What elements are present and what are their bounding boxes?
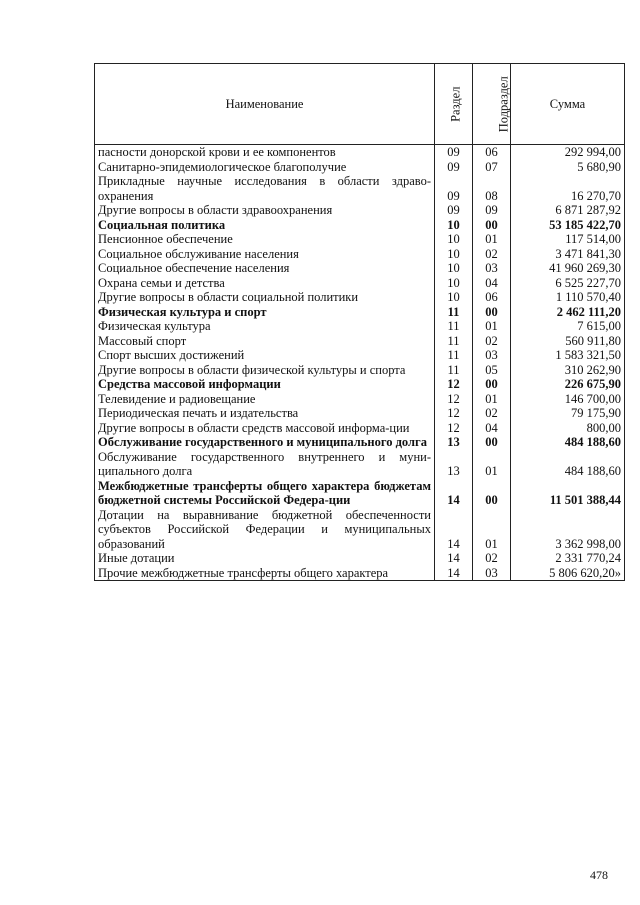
cell-subsection: 08	[473, 174, 511, 203]
cell-amount: 3 362 998,00	[511, 508, 625, 552]
cell-name: Средства массовой информации	[95, 377, 435, 392]
cell-section: 14	[435, 566, 473, 581]
table-row	[95, 232, 625, 247]
cell-name: Дотации на выравнивание бюджетной обеспеченности субъектов Российской Федерации и муниципальных образований	[95, 508, 435, 552]
cell-section: 13	[435, 450, 473, 479]
cell-name: Охрана семьи и детства	[95, 276, 435, 291]
cell-section: 11	[435, 363, 473, 378]
table-row	[95, 421, 625, 436]
cell-subsection: 01	[473, 392, 511, 407]
cell-section: 10	[435, 261, 473, 276]
cell-amount: 79 175,90	[511, 406, 625, 421]
cell-subsection: 03	[473, 348, 511, 363]
table-row	[95, 261, 625, 276]
cell-amount: 484 188,60	[511, 435, 625, 450]
cell-subsection: 01	[473, 232, 511, 247]
cell-name: Другие вопросы в области социальной политики	[95, 290, 435, 305]
cell-subsection: 02	[473, 334, 511, 349]
cell-amount: 310 262,90	[511, 363, 625, 378]
cell-section: 12	[435, 377, 473, 392]
table-row	[95, 174, 625, 203]
cell-subsection: 02	[473, 406, 511, 421]
table-row	[95, 450, 625, 479]
cell-subsection: 01	[473, 319, 511, 334]
cell-amount: 1 583 321,50	[511, 348, 625, 363]
cell-section: 13	[435, 435, 473, 450]
cell-subsection: 06	[473, 145, 511, 160]
cell-subsection: 00	[473, 377, 511, 392]
cell-section: 10	[435, 247, 473, 262]
cell-amount: 7 615,00	[511, 319, 625, 334]
cell-name: Другие вопросы в области средств массовой информа-ции	[95, 421, 435, 436]
cell-section: 10	[435, 290, 473, 305]
cell-name: Социальное обеспечение населения	[95, 261, 435, 276]
table-row	[95, 348, 625, 363]
cell-amount: 117 514,00	[511, 232, 625, 247]
table-body	[95, 145, 625, 581]
cell-subsection: 02	[473, 247, 511, 262]
table-row	[95, 218, 625, 233]
header-name: Наименование	[95, 64, 435, 145]
header-amount: Сумма	[511, 64, 625, 145]
cell-amount: 5 806 620,20»	[511, 566, 625, 581]
cell-amount: 1 110 570,40	[511, 290, 625, 305]
cell-amount: 41 960 269,30	[511, 261, 625, 276]
cell-section: 12	[435, 421, 473, 436]
cell-amount: 6 871 287,92	[511, 203, 625, 218]
cell-amount: 3 471 841,30	[511, 247, 625, 262]
cell-section: 14	[435, 508, 473, 552]
cell-subsection: 04	[473, 421, 511, 436]
cell-amount: 292 994,00	[511, 145, 625, 160]
cell-name: Пенсионное обеспечение	[95, 232, 435, 247]
table-row	[95, 479, 625, 508]
cell-amount: 6 525 227,70	[511, 276, 625, 291]
cell-name: Прочие межбюджетные трансферты общего характера	[95, 566, 435, 581]
header-subsection-label: Подраздел	[496, 76, 511, 132]
cell-amount: 146 700,00	[511, 392, 625, 407]
table-row	[95, 377, 625, 392]
table-row	[95, 247, 625, 262]
cell-name: Иные дотации	[95, 551, 435, 566]
cell-section: 10	[435, 232, 473, 247]
table-row	[95, 319, 625, 334]
cell-section: 14	[435, 479, 473, 508]
cell-name: Физическая культура и спорт	[95, 305, 435, 320]
cell-name: Санитарно-эпидемиологическое благополучие	[95, 160, 435, 175]
cell-name: Обслуживание государственного и муниципального долга	[95, 435, 435, 450]
cell-section: 12	[435, 392, 473, 407]
table-row	[95, 406, 625, 421]
cell-amount: 560 911,80	[511, 334, 625, 349]
cell-section: 14	[435, 551, 473, 566]
cell-amount: 2 462 111,20	[511, 305, 625, 320]
cell-name: Периодическая печать и издательства	[95, 406, 435, 421]
table-row	[95, 290, 625, 305]
cell-name: Социальное обслуживание населения	[95, 247, 435, 262]
table-header-row	[95, 64, 625, 145]
cell-name: пасности донорской крови и ее компонентов	[95, 145, 435, 160]
cell-subsection: 00	[473, 479, 511, 508]
cell-subsection: 03	[473, 261, 511, 276]
cell-amount: 484 188,60	[511, 450, 625, 479]
cell-section: 11	[435, 305, 473, 320]
table-row	[95, 435, 625, 450]
cell-amount: 11 501 388,44	[511, 479, 625, 508]
cell-amount: 226 675,90	[511, 377, 625, 392]
table-row	[95, 160, 625, 175]
cell-name: Прикладные научные исследования в области здраво-охранения	[95, 174, 435, 203]
cell-name: Физическая культура	[95, 319, 435, 334]
cell-subsection: 09	[473, 203, 511, 218]
cell-section: 12	[435, 406, 473, 421]
table-row	[95, 392, 625, 407]
header-subsection	[473, 64, 511, 145]
cell-name: Обслуживание государственного внутреннего и муни-ципального долга	[95, 450, 435, 479]
table-row	[95, 334, 625, 349]
page-number: 478	[590, 868, 608, 882]
table-row	[95, 305, 625, 320]
cell-section: 11	[435, 334, 473, 349]
cell-section: 09	[435, 203, 473, 218]
cell-section: 11	[435, 348, 473, 363]
cell-name: Спорт высших достижений	[95, 348, 435, 363]
cell-amount: 53 185 422,70	[511, 218, 625, 233]
cell-section: 10	[435, 276, 473, 291]
cell-amount: 2 331 770,24	[511, 551, 625, 566]
cell-subsection: 00	[473, 305, 511, 320]
header-section	[435, 64, 473, 145]
cell-section: 11	[435, 319, 473, 334]
cell-section: 10	[435, 218, 473, 233]
cell-section: 09	[435, 174, 473, 203]
cell-name: Массовый спорт	[95, 334, 435, 349]
cell-name: Телевидение и радиовещание	[95, 392, 435, 407]
cell-subsection: 07	[473, 160, 511, 175]
cell-name: Межбюджетные трансферты общего характера бюджетам бюджетной системы Российской Федера-ции	[95, 479, 435, 508]
header-section-label: Раздел	[448, 86, 463, 122]
cell-subsection: 00	[473, 435, 511, 450]
cell-amount: 16 270,70	[511, 174, 625, 203]
cell-section: 09	[435, 145, 473, 160]
cell-amount: 800,00	[511, 421, 625, 436]
cell-section: 09	[435, 160, 473, 175]
table-row	[95, 566, 625, 581]
cell-subsection: 04	[473, 276, 511, 291]
cell-subsection: 02	[473, 551, 511, 566]
cell-name: Социальная политика	[95, 218, 435, 233]
cell-subsection: 00	[473, 218, 511, 233]
cell-subsection: 05	[473, 363, 511, 378]
table-row	[95, 203, 625, 218]
table-row	[95, 508, 625, 552]
cell-name: Другие вопросы в области здравоохранения	[95, 203, 435, 218]
table-row	[95, 276, 625, 291]
cell-name: Другие вопросы в области физической культуры и спорта	[95, 363, 435, 378]
budget-table	[94, 63, 625, 581]
cell-subsection: 01	[473, 508, 511, 552]
table-row	[95, 145, 625, 160]
table-row	[95, 363, 625, 378]
cell-subsection: 03	[473, 566, 511, 581]
table-row	[95, 551, 625, 566]
cell-amount: 5 680,90	[511, 160, 625, 175]
cell-subsection: 06	[473, 290, 511, 305]
cell-subsection: 01	[473, 450, 511, 479]
